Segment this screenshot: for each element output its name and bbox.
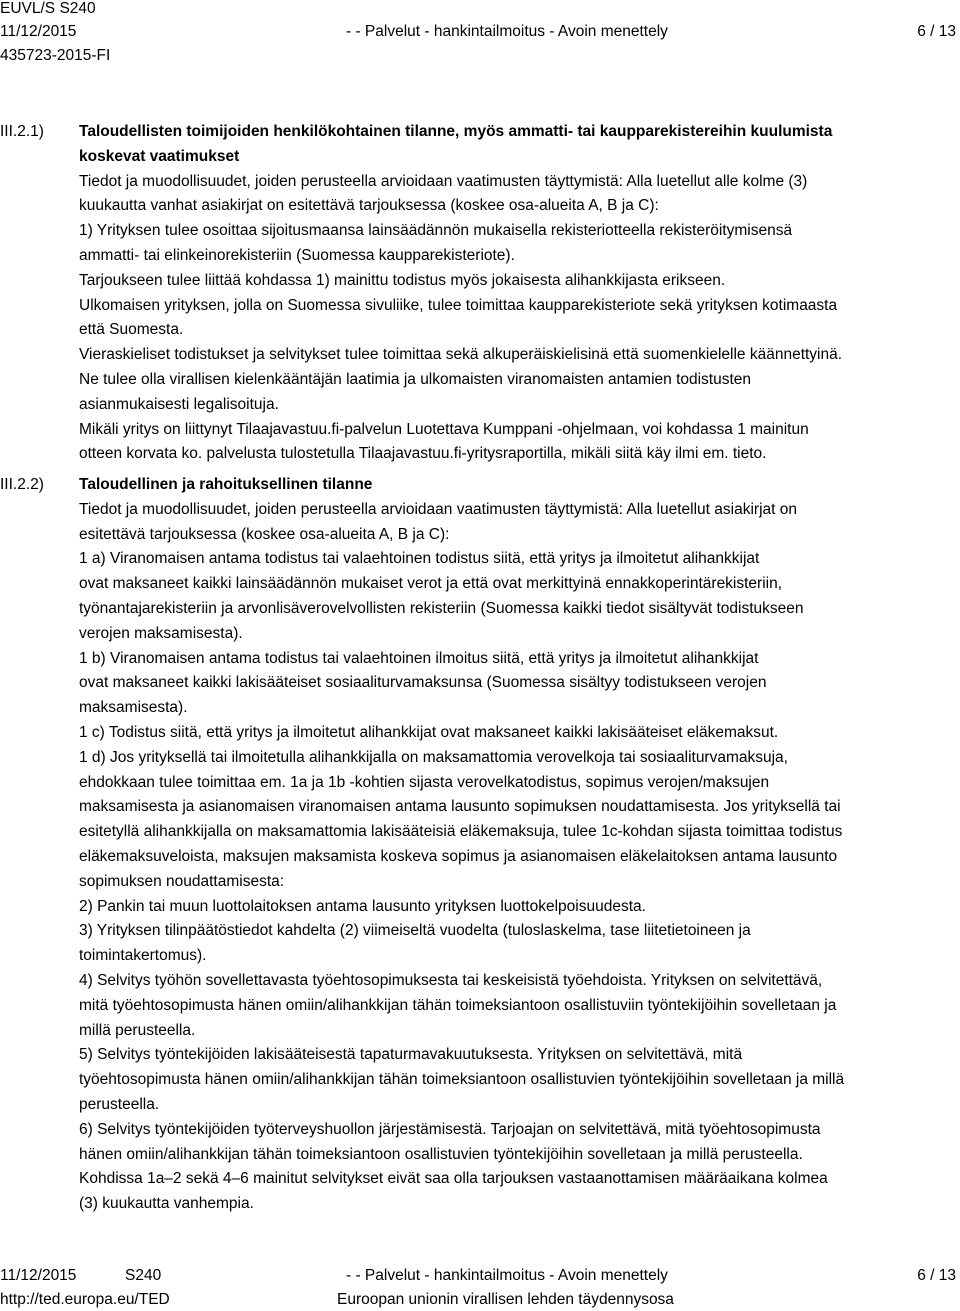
section-2-line: 1 d) Jos yrityksellä tai ilmoitetulla alihankkijalla on maksamattomia verovelkoja tai sosiaaliturvamaksuja, — [79, 748, 788, 766]
header-date: 11/12/2015 — [0, 23, 77, 40]
section-2-line: 1 c) Todistus siitä, että yritys ja ilmoitetut alihankkijat ovat maksaneet kaikki lakisääteiset eläkemaksut. — [79, 723, 779, 741]
section-2-line: (3) kuukautta vanhempia. — [79, 1195, 254, 1213]
section-2-line: 1 a) Viranomaisen antama todistus tai valaehtoinen todistus siitä, että yritys ja ilmoitetut alihankkijat — [79, 550, 760, 568]
section-2-line: toimintakertomus). — [79, 947, 207, 965]
section-2-line: ovat maksaneet kaikki lainsäädännön mukaiset verot ja että ovat merkittyinä ennakkoperintärekisteriin, — [79, 575, 783, 593]
section-1-line: Tarjoukseen tulee liittää kohdassa 1) mainittu todistus myös jokaisesta alihankkijasta erikseen. — [79, 271, 726, 289]
section-2-line: Kohdissa 1a–2 sekä 4–6 mainitut selvitykset eivät saa olla tarjouksen vastaanottamisen määräaikana kolmea — [79, 1170, 828, 1188]
header-service-line: - - Palvelut - hankintailmoitus - Avoin menettely — [346, 23, 668, 40]
section-1-line: asianmukaisesti legalisoituja. — [79, 395, 279, 413]
footer-date: 11/12/2015 — [0, 1267, 77, 1284]
section-2-line: ovat maksaneet kaikki lakisääteiset sosiaaliturvamaksunsa (Suomessa sisältyy todistukseen verojen — [79, 674, 767, 692]
section-2-line: ehdokkaan tulee toimittaa em. 1a ja 1b -kohtien sijasta verovelkatodistus, sopimus verojen/maksujen — [79, 773, 770, 791]
section-2-line: 4) Selvitys työhön sovellettavasta työehtosopimuksesta tai keskeisistä työehdoista. Yrityksen on selvitettävä, — [79, 971, 823, 989]
header-ref: 435723-2015-FI — [0, 47, 111, 64]
section-2-line: millä perusteella. — [79, 1021, 196, 1039]
section-2-line: verojen maksamisesta). — [79, 624, 243, 642]
section-2-line: 1 b) Viranomaisen antama todistus tai valaehtoinen ilmoitus siitä, että yritys ja ilmoitetut alihankkijat — [79, 649, 759, 667]
section-2-line: 5) Selvitys työntekijöiden lakisääteisestä tapaturmavakuutuksesta. Yrityksen on selvitettävä, mitä — [79, 1046, 743, 1064]
section-2-line: eläkemaksuveloista, maksujen maksamista koskeva sopimus ja asianomaisen eläkelaitoksen antama lausunto — [79, 847, 838, 865]
header-doc-type: EUVL/S S240 — [0, 0, 96, 17]
section-2-line: maksamisesta ja asianomaisen viranomaisen antama lausunto sopimuksen noudattamisesta. Jos yrityksellä tai — [79, 798, 841, 816]
footer-service-line: - - Palvelut - hankintailmoitus - Avoin menettely — [346, 1267, 668, 1284]
section-1-line: Ne tulee olla virallisen kielenkääntäjän laatimia ja ulkomaisten viranomaisten antamien todistusten — [79, 370, 752, 388]
section-1-line: 1) Yrityksen tulee osoittaa sijoitusmaansa lainsäädännön mukaisella rekisteriotteella rekisteröitymisensä — [79, 222, 793, 240]
section-2-line: esitetyllä alihankkijalla on maksamattomia lakisääteisiä eläkemaksuja, tulee 1c-kohdan sijasta toimittaa todistus — [79, 823, 843, 841]
section-2-title: Taloudellinen ja rahoituksellinen tilanne — [79, 476, 373, 493]
section-2-line: mitä työehtosopimusta hänen omiin/alihankkijan tähän toimeksiantoon osallistuviin työntekijöihin sovelletaan ja — [79, 996, 837, 1014]
footer-doc-type: S240 — [125, 1267, 162, 1284]
section-2-line: Tiedot ja muodollisuudet, joiden perusteella arvioidaan vaatimusten täyttymistä: Alla luetellut asiakirjat on — [79, 500, 797, 518]
section-2-line: 3) Yrityksen tilinpäätöstiedot kahdelta (2) viimeiseltä vuodelta (tuloslaskelma, tase liitetietoineen ja — [79, 922, 751, 940]
section-1-line: Mikäli yritys on liittynyt Tilaajavastuu.fi-palvelun Luotettava Kumppani -ohjelmaan, voi kohdassa 1 mainitun — [79, 420, 809, 438]
section-2-content — [79, 473, 955, 1217]
section-2-line: maksamisesta). — [79, 699, 188, 717]
section-number-1: III.2.1) — [0, 123, 44, 140]
section-1-content — [79, 120, 955, 467]
section-2-line: perusteella. — [79, 1095, 160, 1113]
section-1-line: ammatti- tai elinkeinorekisteriin (Suomessa kaupparekisteriote). — [79, 246, 515, 264]
section-2-line: sopimuksen noudattamisesta: — [79, 872, 285, 890]
section-1-title-line: Taloudellisten toimijoiden henkilökohtainen tilanne, myös ammatti- tai kaupparekistereihin kuulumista — [79, 123, 833, 140]
footer-url-link[interactable]: http://ted.europa.eu/TED — [0, 1291, 170, 1308]
section-1-line: Tiedot ja muodollisuudet, joiden perusteella arvioidaan vaatimusten täyttymistä: Alla luetellut alle kolme (3) — [79, 172, 808, 190]
section-2-line: esitettävä tarjouksessa (koskee osa-alueita A, B ja C): — [79, 525, 450, 543]
section-number-2: III.2.2) — [0, 476, 44, 493]
section-2-line: työehtosopimusta hänen omiin/alihankkijan tähän toimeksiantoon osallistuvien työntekijöihin sovelletaan ja millä — [79, 1071, 845, 1089]
footer-page-number: 6 / 13 — [917, 1267, 956, 1284]
section-2-line: työnantajarekisteriin ja arvonlisäverovelvollisten rekisteriin (Suomessa kaikki tiedot sisältyvät todistukseen — [79, 599, 804, 617]
footer-publication: Euroopan unionin virallisen lehden täydennysosa — [337, 1291, 674, 1308]
section-1-line: Ulkomaisen yrityksen, jolla on Suomessa sivuliike, tulee toimittaa kaupparekisteriote sekä yrityksen kotimaasta — [79, 296, 838, 314]
section-2-line: 2) Pankin tai muun luottolaitoksen antama lausunto yrityksen luottokelpoisuudesta. — [79, 897, 646, 915]
section-2-line: 6) Selvitys työntekijöiden työterveyshuollon järjestämisestä. Tarjoajan on selvitettävä, mitä työehtosopimusta — [79, 1120, 821, 1138]
section-1-line: otteen korvata ko. palvelusta tulostetulla Tilaajavastuu.fi-yritysraportilla, mikäli siitä käy ilmi em. tieto. — [79, 445, 767, 463]
section-2-line: hänen omiin/alihankkijan tähän toimeksiantoon osallistuvien työntekijöihin sovelletaan ja millä perusteella. — [79, 1145, 803, 1163]
section-1-line: Vieraskieliset todistukset ja selvitykset tulee toimittaa sekä alkuperäiskielisinä että suomenkielelle käännettyinä. — [79, 346, 843, 364]
section-1-title-line: koskevat vaatimukset — [79, 147, 240, 165]
section-1-line: kuukautta vanhat asiakirjat on esitettävä tarjouksessa (koskee osa-alueita A, B ja C): — [79, 197, 659, 215]
section-1-line: että Suomesta. — [79, 321, 184, 339]
header-page-number: 6 / 13 — [917, 23, 956, 40]
